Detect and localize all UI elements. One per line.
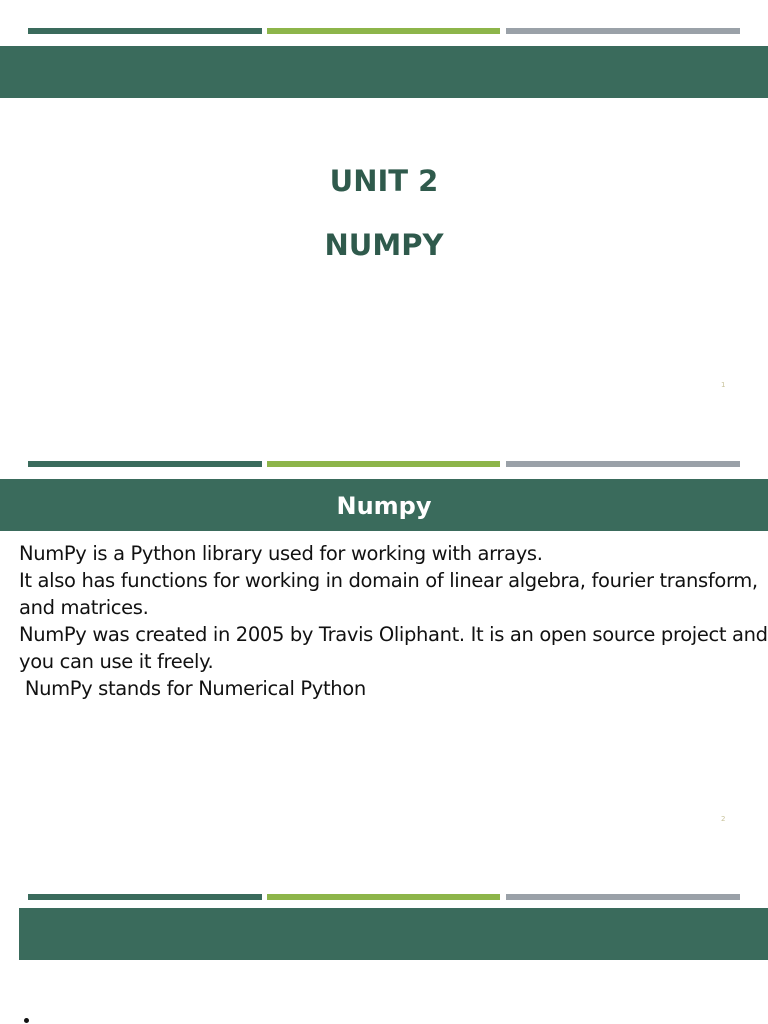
bullet-dot <box>24 1018 29 1023</box>
body-line: NumPy stands for Numerical Python <box>19 677 366 700</box>
body-line: NumPy is a Python library used for working with arrays. <box>19 542 543 565</box>
accent-stripe-green <box>267 461 500 467</box>
accent-stripe-dark <box>28 461 262 467</box>
accent-stripe-grey <box>506 28 740 34</box>
unit-heading: UNIT 2 <box>329 164 439 198</box>
title-band <box>19 908 768 960</box>
accent-stripe-grey <box>506 894 740 900</box>
accent-stripe-green <box>267 894 500 900</box>
slide-1 <box>0 0 768 433</box>
top-accent-stripes <box>28 28 740 34</box>
title-band <box>0 46 768 98</box>
body-line: you can use it freely. <box>19 650 214 673</box>
accent-stripe-dark <box>28 894 262 900</box>
top-accent-stripes <box>28 894 740 900</box>
body-line: It also has functions for working in domain of linear algebra, fourier transform, <box>19 569 758 592</box>
accent-stripe-grey <box>506 461 740 467</box>
slide-body-text <box>19 540 768 702</box>
body-line: and matrices. <box>19 596 149 619</box>
body-line: NumPy was created in 2005 by Travis Oliphant. It is an open source project and <box>19 623 768 646</box>
slide-title: Numpy <box>336 492 432 520</box>
slide-2 <box>0 433 768 866</box>
slide-number: 2 <box>721 815 726 823</box>
title-band <box>0 479 768 531</box>
topic-heading: NUMPY <box>324 228 444 262</box>
slide-number: 1 <box>721 381 726 389</box>
top-accent-stripes <box>28 461 740 467</box>
accent-stripe-green <box>267 28 500 34</box>
accent-stripe-dark <box>28 28 262 34</box>
slide-3 <box>0 866 768 1024</box>
